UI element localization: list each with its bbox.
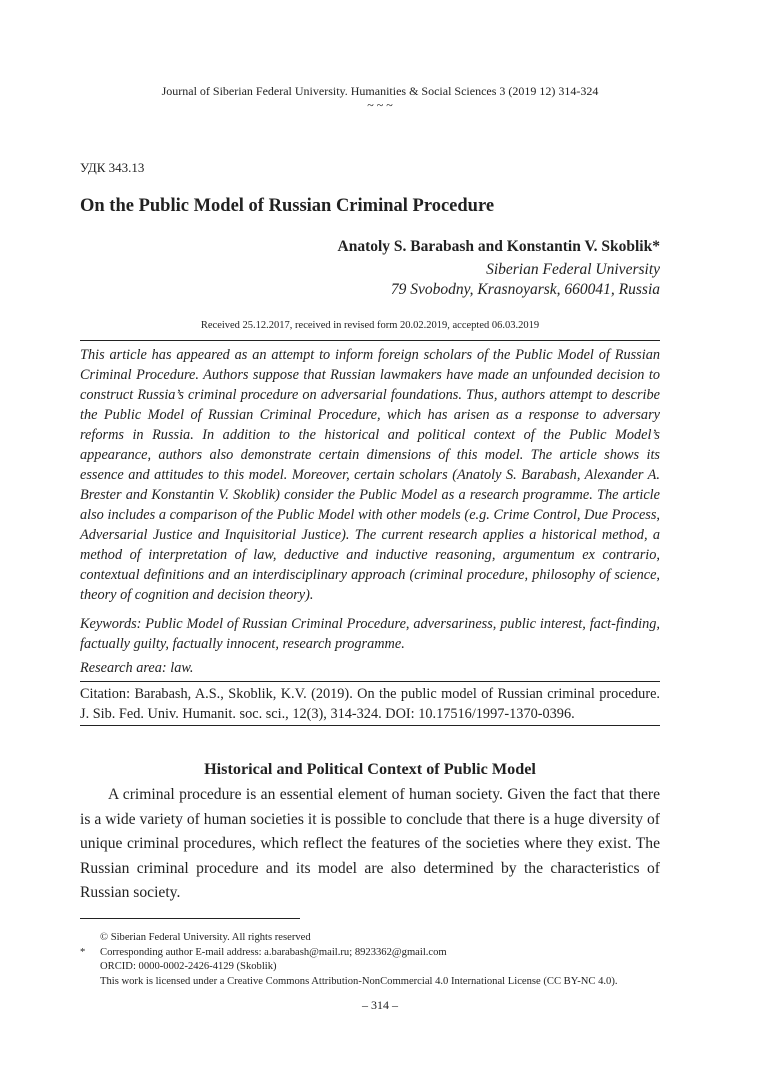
footnote-divider <box>80 918 300 919</box>
divider <box>80 681 660 682</box>
affiliation-address: 79 Svobodny, Krasnoyarsk, 660041, Russia <box>390 281 660 298</box>
affiliation-university: Siberian Federal University <box>486 261 660 278</box>
udk-code: УДК 343.13 <box>80 160 145 175</box>
citation: Citation: Barabash, A.S., Skoblik, K.V. (2019). On the public model of Russian criminal procedure. J. Sib. Fed. Univ. Humanit. soc. sci., 12(3), 314-324. DOI: 10.17516/1997-1370-0396. <box>80 686 660 722</box>
keywords: Keywords: Public Model of Russian Criminal Procedure, adversariness, public interest, fact-finding, factually guilty, factually innocent, research programme. <box>80 616 660 652</box>
paragraph: A criminal procedure is an essential element of human society. Given the fact that there is a wide variety of human societies it is possible to conclude that there is a huge diversity of unique criminal procedures, which reflect the features of the societies where they exist. The Russian criminal procedure and its model are also determined by the characteristics of Russian society. <box>80 786 660 901</box>
divider <box>80 340 660 341</box>
received-dates: Received 25.12.2017, received in revised form 20.02.2019, accepted 06.03.2019 <box>200 320 540 331</box>
research-area: Research area: law. <box>80 660 194 676</box>
body-text <box>80 783 660 906</box>
page-number: – 314 – <box>362 998 398 1012</box>
article-title: On the Public Model of Russian Criminal Procedure <box>80 196 495 216</box>
header-separator: ~ ~ ~ <box>367 98 393 112</box>
footnote-asterisk: * <box>80 946 86 958</box>
article-authors: Anatoly S. Barabash and Konstantin V. Skoblik* <box>337 238 660 255</box>
license-note: This work is licensed under a Creative Commons Attribution-NonCommercial 4.0 International License (CC BY-NC 4.0). <box>100 975 618 987</box>
author-affiliation <box>320 260 660 300</box>
corresponding-author-note: * Corresponding author E-mail address: a.barabash@mail.ru; 8923362@gmail.com <box>80 946 680 961</box>
abstract: This article has appeared as an attempt to inform foreign scholars of the Public Model of Russian Criminal Procedure. Authors suppose that Russian lawmakers have made an unfounded decision to construct Russia’s criminal procedure on adversarial foundations. Thus, authors attempt to describe the Public Model of Russian Criminal Procedure, which has arisen as a response to adversary reforms in Russia. In addition to the historical and political context of the Public Model’s appearance, authors also demonstrate certain dimensions of this model. The article shows its essence and attitudes to this model. Moreover, certain scholars (Anatoly S. Barabash, Alexander A. Brester and Konstantin V. Skoblik) consider the Public Model as a research programme. The article also includes a comparison of the Public Model with other models (e.g. Crime Control, Due Process, Adversarial Justice and Inquisitorial Justice). The current research applies a historical method, a method of interpretation of law, deductive and inductive reasoning, argumentum ex contrario, contextual definitions and an interdisciplinary approach (criminal procedure, philosophy of science, theory of cognition and decision theory). <box>80 347 660 603</box>
divider <box>80 725 660 726</box>
journal-header: Journal of Siberian Federal University. Humanities & Social Sciences 3 (2019 12) 314-324 <box>161 84 599 98</box>
section-heading: Historical and Political Context of Public Model <box>204 760 536 778</box>
copyright-note: © Siberian Federal University. All rights reserved <box>100 932 311 943</box>
orcid-note: ORCID: 0000-0002-2426-4129 (Skoblik) <box>100 961 277 972</box>
footnotes <box>80 931 680 989</box>
